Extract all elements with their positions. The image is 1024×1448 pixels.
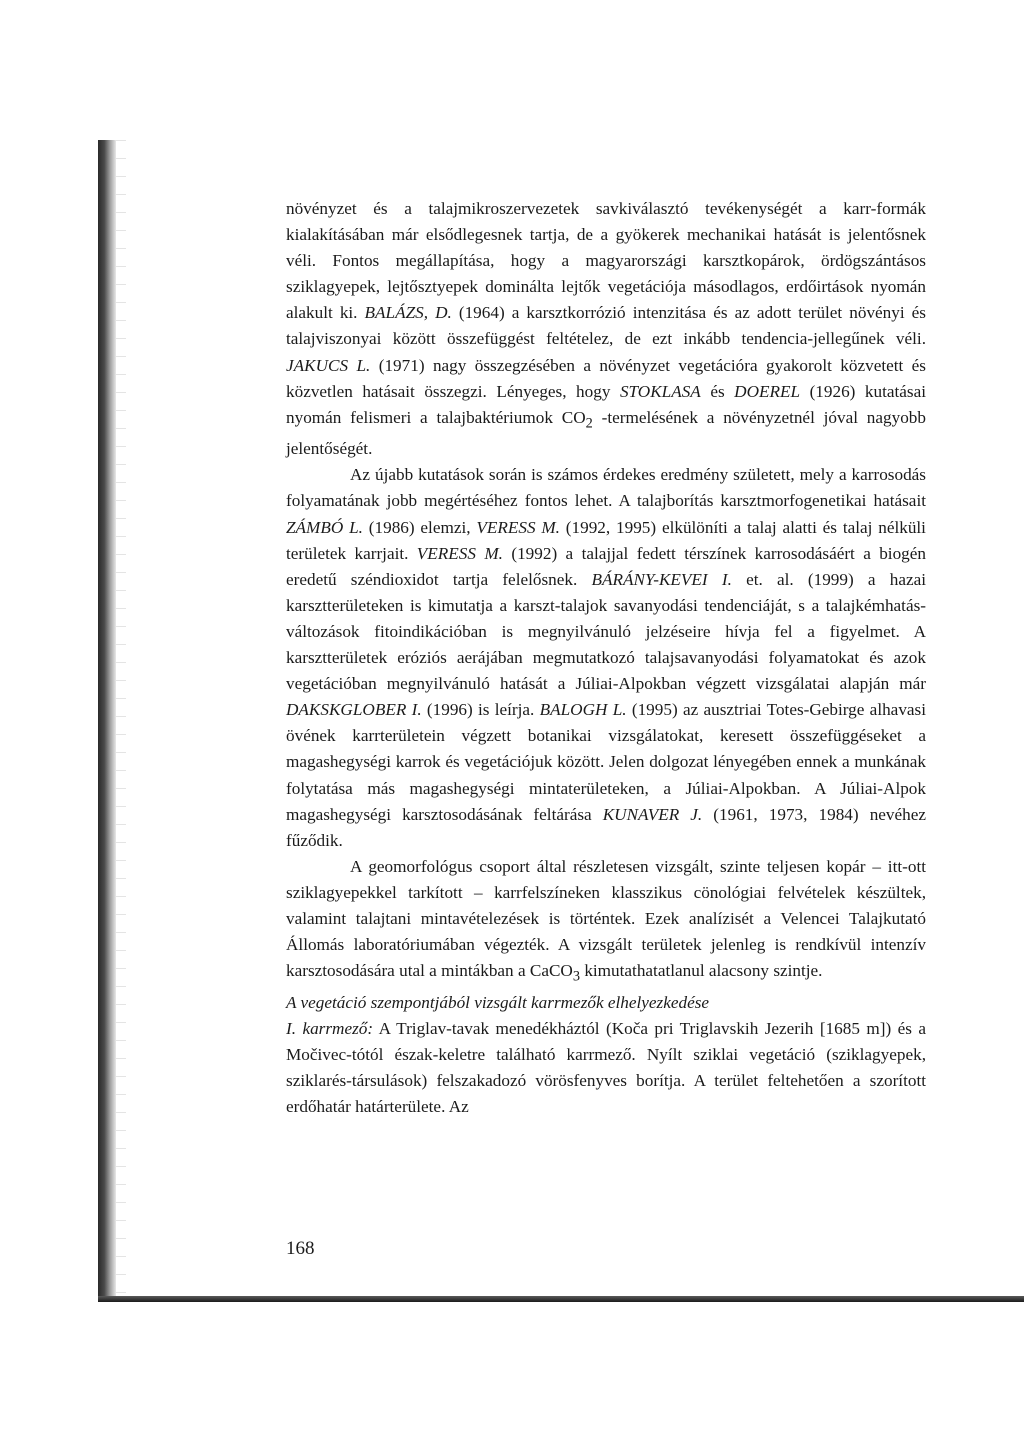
italic-citation: DAKSKGLOBER I.	[286, 700, 422, 720]
text-run: -termelésének a növényzetnél jóval nagyobb jelentőségét.	[286, 407, 926, 459]
text-run: növényzet és a talajmikroszervezetek savkiválasztó tevékenységét a karr-formák kialakításában már elsődlegesnek tartja, de a gyökerek mechanikai hatását is jelentősnek véli. Fontos megállapítása, hogy a magyarországi karsztkopárok, ördögszántásos sziklagyepek, lejtősztyepek dominálta lejtők vegetációja másodlagos, erdőirtások nyomán alakult ki.	[286, 199, 926, 323]
text-run: (1992) a talajjal fedett térszínek karrosodásáért a biogén eredetű széndioxidot tartja felelősnek.	[286, 543, 926, 589]
text-run: (1996) is leírja.	[421, 700, 540, 720]
paragraph	[286, 462, 926, 853]
text-run: Az újabb kutatások során is számos érdekes eredmény született, mely a karrosodás folyamatának jobb megértéséhez fontos lehet. A talajborítás karsztmorfogenetikai hatásait	[286, 465, 926, 511]
section-heading	[286, 990, 926, 1016]
text-run: (1926) kutatásai nyomán felismeri a talajbaktériumok CO	[286, 381, 927, 427]
scan-bottom-edge	[98, 1296, 1024, 1302]
paragraph	[286, 854, 926, 990]
italic-citation: DOEREL	[734, 381, 801, 401]
italic-citation: ZÁMBÓ L.	[286, 517, 363, 537]
text-run: (1992, 1995) elkülöníti a talaj alatti és talaj nélküli területek karrjait.	[286, 517, 926, 563]
italic-citation: BÁRÁNY-KEVEI I.	[591, 569, 732, 589]
text-run: (1964) a karsztkorrózió intenzitása és az adott terület növényi és talajviszonyai között összefüggést feltételez, de ezt inkább tendencia-jellegűnek véli.	[286, 303, 926, 349]
scan-binding-edge	[98, 140, 116, 1300]
page-number: 168	[286, 1238, 315, 1259]
text-run: kimutathatatlanul alacsony szintje.	[580, 961, 823, 981]
italic-citation: BALÁZS, D.	[364, 303, 452, 323]
text-run: (1961, 1973, 1984) nevéhez fűződik.	[286, 804, 926, 850]
text-run: A Triglav-tavak menedékháztól (Koča pri Triglavskih Jezerih [1685 m]) és a Močivec-tótól észak-keletre található karrmező. Nyílt sziklai vegetáció (sziklagyepek, sziklarés-társulások) felszakadozó vörösfenyves borítja. A terület feltehetően a szorított erdőhatár határterülete. Az	[286, 1018, 926, 1117]
italic-citation: JAKUCS L.	[286, 355, 371, 375]
text-run: (1986) elemzi,	[362, 517, 477, 537]
italic-citation: VERESS M.	[476, 517, 560, 537]
italic-citation: BALOGH L.	[539, 700, 627, 720]
italic-citation: I. karrmező:	[286, 1018, 374, 1038]
text-run: és	[700, 381, 735, 401]
italic-citation: VERESS M.	[416, 543, 503, 563]
subscript: 3	[572, 968, 581, 985]
italic-citation: A vegetáció szempontjából vizsgált karrmezők elhelyezkedése	[286, 992, 710, 1012]
italic-citation: STOKLASA	[619, 381, 701, 401]
paragraph	[286, 196, 926, 462]
text-run: (1995) az ausztriai Totes-Gebirge alhavasi övének karrterületein végzett botanikai vizsgálatokat, keresett összefüggéseket a magashegységi karrok és vegetációjuk között. Jelen dolgozat lényegében ennek a munkának folytatása más magashegységi mintaterületeken, a Júliai-Alpokban. A Júliai-Alpok magashegységi karsztosodásának feltárása	[286, 700, 926, 824]
italic-citation: KUNAVER J.	[602, 804, 703, 824]
paragraph	[286, 1016, 926, 1120]
subscript: 2	[585, 415, 593, 432]
text-run: et. al. (1999) a hazai karsztterületeken is kimutatja a karszt-talajok savanyodási tendenciáját, s a talajkémhatás-változások fitoindikációban is megnyilvánuló jelzéseire hívja fel a figyelmet. A karsztterületek eróziós aerájában megmutatkozó talajsavanyodási folyamatokat és azok vegetációban megnyilvánuló hatását a Júliai-Alpokban végzett vizsgálatai alapján már	[286, 569, 927, 694]
page-body-text	[286, 196, 926, 1120]
text-run: (1971) nagy összegzésében a növényzet vegetációra gyakorolt közvetett és közvetlen hatásait összegzi. Lényeges, hogy	[286, 355, 926, 401]
text-run: A geomorfológus csoport által részletesen vizsgált, szinte teljesen kopár – itt-ott sziklagyepekkel tarkított – karrfelszíneken klasszikus cönológiai felvételek készültek, valamint talajtani mintavételezések is történtek. Ezek analízisét a Velencei Talajkutató Állomás laboratóriumában végezték. A vizsgált területek jelenleg is rendkívül intenzív karsztosodására utal a mintákban a CaCO	[286, 856, 926, 981]
